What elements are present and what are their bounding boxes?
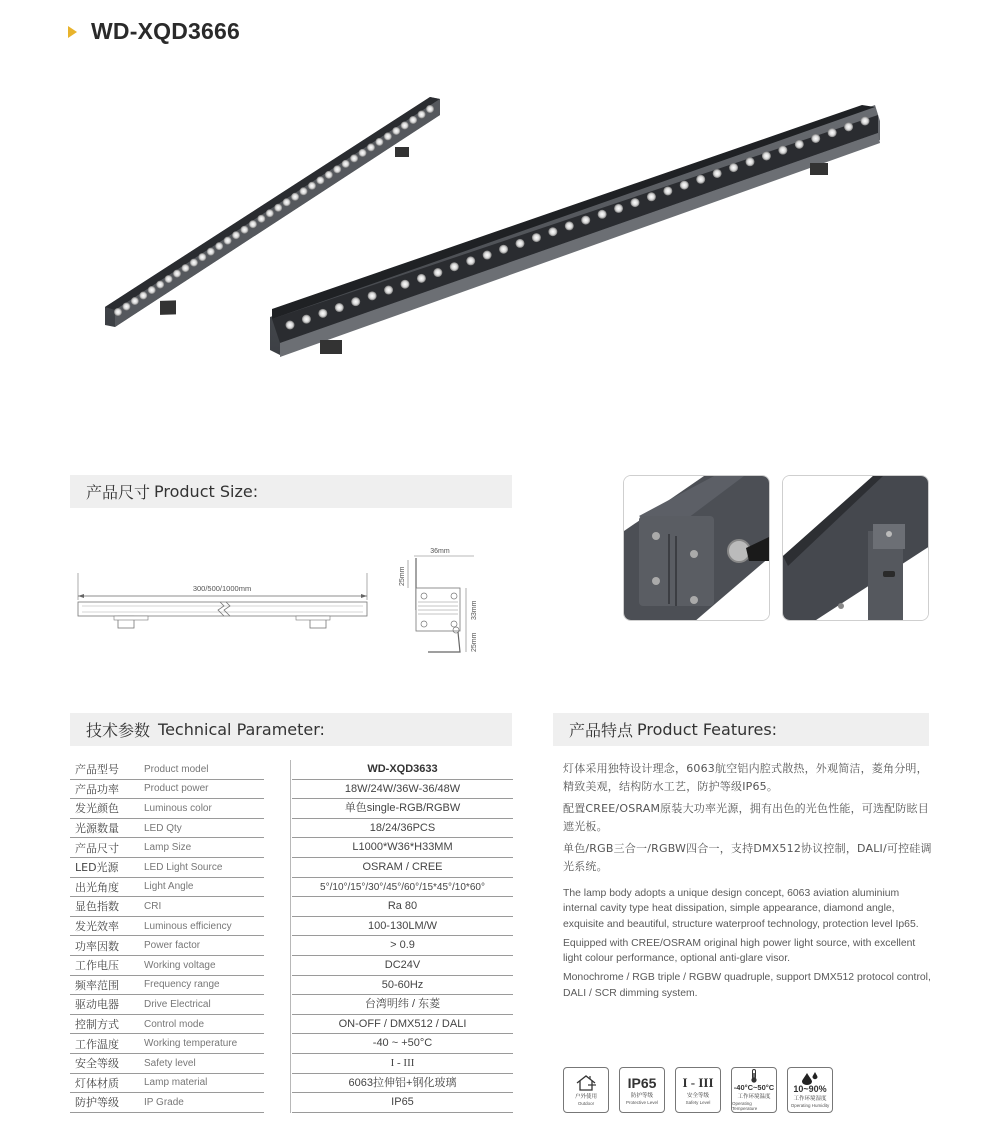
table-row (70, 819, 515, 839)
param-value: L1000*W36*H33MM (292, 838, 513, 858)
table-row (70, 976, 515, 996)
section-header-technical-parameter (70, 713, 512, 746)
param-value: 100-130LM/W (292, 917, 513, 937)
param-value: OSRAM / CREE (292, 858, 513, 878)
param-value: I - III (292, 1054, 513, 1074)
param-cn: 出光角度 (75, 880, 119, 894)
badge-en: Protective Level (625, 1100, 659, 1105)
triangle-bullet-icon (68, 26, 77, 38)
feature-paragraph-cn: 配置CREE/OSRAM原装大功率光源，拥有出色的光色性能，可选配防眩目遮光板。 (563, 802, 929, 833)
param-value: > 0.9 (292, 936, 513, 956)
detail-photo-end-cap (623, 475, 770, 621)
heading-cn: 产品尺寸 (86, 483, 151, 502)
param-cn: 功率因数 (75, 939, 119, 953)
param-en: CRI (144, 900, 162, 912)
param-en: Control mode (144, 1018, 205, 1030)
table-row (70, 878, 515, 898)
width-label: 36mm (430, 548, 450, 555)
param-en: Power factor (144, 940, 201, 952)
param-en: Drive Electrical (144, 998, 211, 1010)
length-label: 300/500/1000mm (192, 584, 252, 593)
param-en: LED Qty (144, 822, 182, 834)
param-en: IP Grade (144, 1096, 184, 1108)
param-cn: 光源数量 (75, 822, 119, 836)
param-en: Safety level (144, 1057, 196, 1069)
param-cn: 产品功率 (75, 782, 119, 796)
table-row (70, 917, 515, 937)
product-model-title: WD-XQD3666 (91, 18, 240, 44)
badge-main: -40°C~50°C (733, 1083, 775, 1092)
heading-cn: 技术参数 (86, 721, 151, 740)
param-cn: 显色指数 (75, 900, 119, 914)
feature-paragraph-en: Equipped with CREE/OSRAM original high power light source, with excellent light colour performance, optional anti-glare visor. (563, 937, 916, 965)
param-cn: 驱动电器 (75, 998, 119, 1012)
param-en: Frequency range (144, 979, 220, 991)
badge-main: IP65 (627, 1075, 657, 1091)
param-cn: 发光效率 (75, 920, 119, 934)
badge-cn: 安全等级 (686, 1093, 709, 1099)
param-cn: 安全等级 (75, 1057, 119, 1071)
features-text (563, 760, 933, 1005)
param-cn: 工作电压 (75, 959, 119, 973)
table-row (70, 799, 515, 819)
badge-en: Operating Humidity (790, 1103, 830, 1108)
param-en: Luminous color (144, 802, 212, 814)
spec-badges (563, 1067, 833, 1113)
bottom-bracket-label: 25mm (471, 632, 478, 652)
table-row (70, 858, 515, 878)
param-cn: 发光颜色 (75, 802, 119, 816)
detail-photo-bracket (782, 475, 929, 621)
cross-section-drawing (392, 540, 492, 665)
param-en: Luminous efficiency (144, 920, 232, 932)
product-hero-image (100, 85, 900, 375)
badge-main: I - III (682, 1075, 714, 1090)
param-cn: LED光源 (75, 861, 119, 875)
heading-en: Technical Parameter: (158, 720, 325, 739)
param-en: Working temperature (144, 1038, 238, 1050)
param-value: 18W/24W/36W-36/48W (292, 780, 513, 800)
heading-en: Product Size: (154, 482, 259, 501)
param-cn: 防护等级 (75, 1096, 119, 1110)
param-en: Lamp material (144, 1077, 208, 1089)
thermometer-icon (750, 1069, 758, 1083)
table-row (70, 1074, 515, 1094)
param-en: Light Angle (144, 881, 194, 893)
table-row (70, 1034, 515, 1054)
feature-paragraph-en: The lamp body adopts a unique design concept, 6063 aviation aluminium internal cavity type heat dissipation, simple appearance, diamond angle, exquisite and beautiful, structure waterproof technology, protection level Ip65. (563, 888, 919, 930)
top-bracket-label: 25mm (399, 566, 406, 586)
height-label: 33mm (471, 600, 478, 620)
badge-en: Safety Level (685, 1100, 711, 1105)
param-value: 台湾明纬 / 东菱 (292, 995, 513, 1015)
param-en: Product power (144, 783, 209, 795)
house-outdoor-icon (575, 1074, 597, 1092)
param-value: Ra 80 (292, 897, 513, 917)
feature-paragraph-en: Monochrome / RGB triple / RGBW quadruple, support DMX512 protocol control, DALI / SCR dimming system. (563, 972, 931, 999)
param-value: IP65 (292, 1093, 513, 1113)
badge-cn: 防护等级 (630, 1093, 653, 1099)
badge-cn: 工作环境温度 (737, 1094, 771, 1100)
param-value: 6063拉伸铝+钢化玻璃 (292, 1074, 513, 1094)
table-row (70, 1054, 515, 1074)
table-row (70, 995, 515, 1015)
badge-main: 10~90% (793, 1084, 827, 1094)
parameter-table (70, 760, 515, 1113)
param-value: DC24V (292, 956, 513, 976)
badge-ip65 (619, 1067, 665, 1113)
param-cn: 产品尺寸 (75, 841, 119, 855)
page-title (68, 18, 240, 45)
param-value: 50-60Hz (292, 976, 513, 996)
param-value: -40 ~ +50°C (292, 1034, 513, 1054)
param-en: Product model (144, 763, 209, 775)
badge-outdoor (563, 1067, 609, 1113)
badge-en: Operating Temperature (732, 1101, 758, 1111)
param-value: 18/24/36PCS (292, 819, 513, 839)
length-dimension-drawing (70, 570, 370, 640)
param-en: LED Light Source (144, 861, 223, 873)
table-row (70, 780, 515, 800)
param-cn: 工作温度 (75, 1037, 119, 1051)
table-row (70, 956, 515, 976)
param-cn: 产品型号 (75, 763, 119, 777)
param-value: WD-XQD3633 (292, 760, 513, 780)
section-header-product-features (553, 713, 929, 746)
badge-safety-level (675, 1067, 721, 1113)
badge-cn: 工作环境湿度 (793, 1096, 827, 1102)
table-row (70, 897, 515, 917)
param-en: Working voltage (144, 959, 216, 971)
section-header-product-size (70, 475, 512, 508)
feature-paragraph-cn: 灯体采用独特设计理念，6063航空铝内腔式散热，外观简洁，菱角分明，精致美观，结构防水工艺，防护等级IP65。 (563, 762, 928, 793)
badge-humidity (787, 1067, 833, 1113)
param-value: 单色single-RGB/RGBW (292, 799, 513, 819)
param-cn: 控制方式 (75, 1018, 119, 1032)
param-value: 5°/10°/15°/30°/45°/60°/15*45°/10*60° (292, 878, 513, 898)
param-value: ON-OFF / DMX512 / DALI (292, 1015, 513, 1035)
heading-cn: 产品特点 (569, 721, 634, 740)
badge-cn: 户外使用 (574, 1094, 597, 1100)
table-row (70, 1093, 515, 1113)
table-row (70, 936, 515, 956)
heading-en: Product Features: (637, 720, 778, 739)
table-row (70, 838, 515, 858)
table-row (70, 1015, 515, 1035)
table-row (70, 760, 515, 780)
param-en: Lamp Size (144, 842, 192, 854)
badge-en: Outdoor (577, 1101, 595, 1106)
param-cn: 频率范围 (75, 978, 119, 992)
feature-paragraph-cn: 单色/RGB三合一/RGBW四合一，支持DMX512协议控制，DALI/可控硅调光系统。 (563, 842, 932, 873)
badge-temperature (731, 1067, 777, 1113)
param-cn: 灯体材质 (75, 1076, 119, 1090)
